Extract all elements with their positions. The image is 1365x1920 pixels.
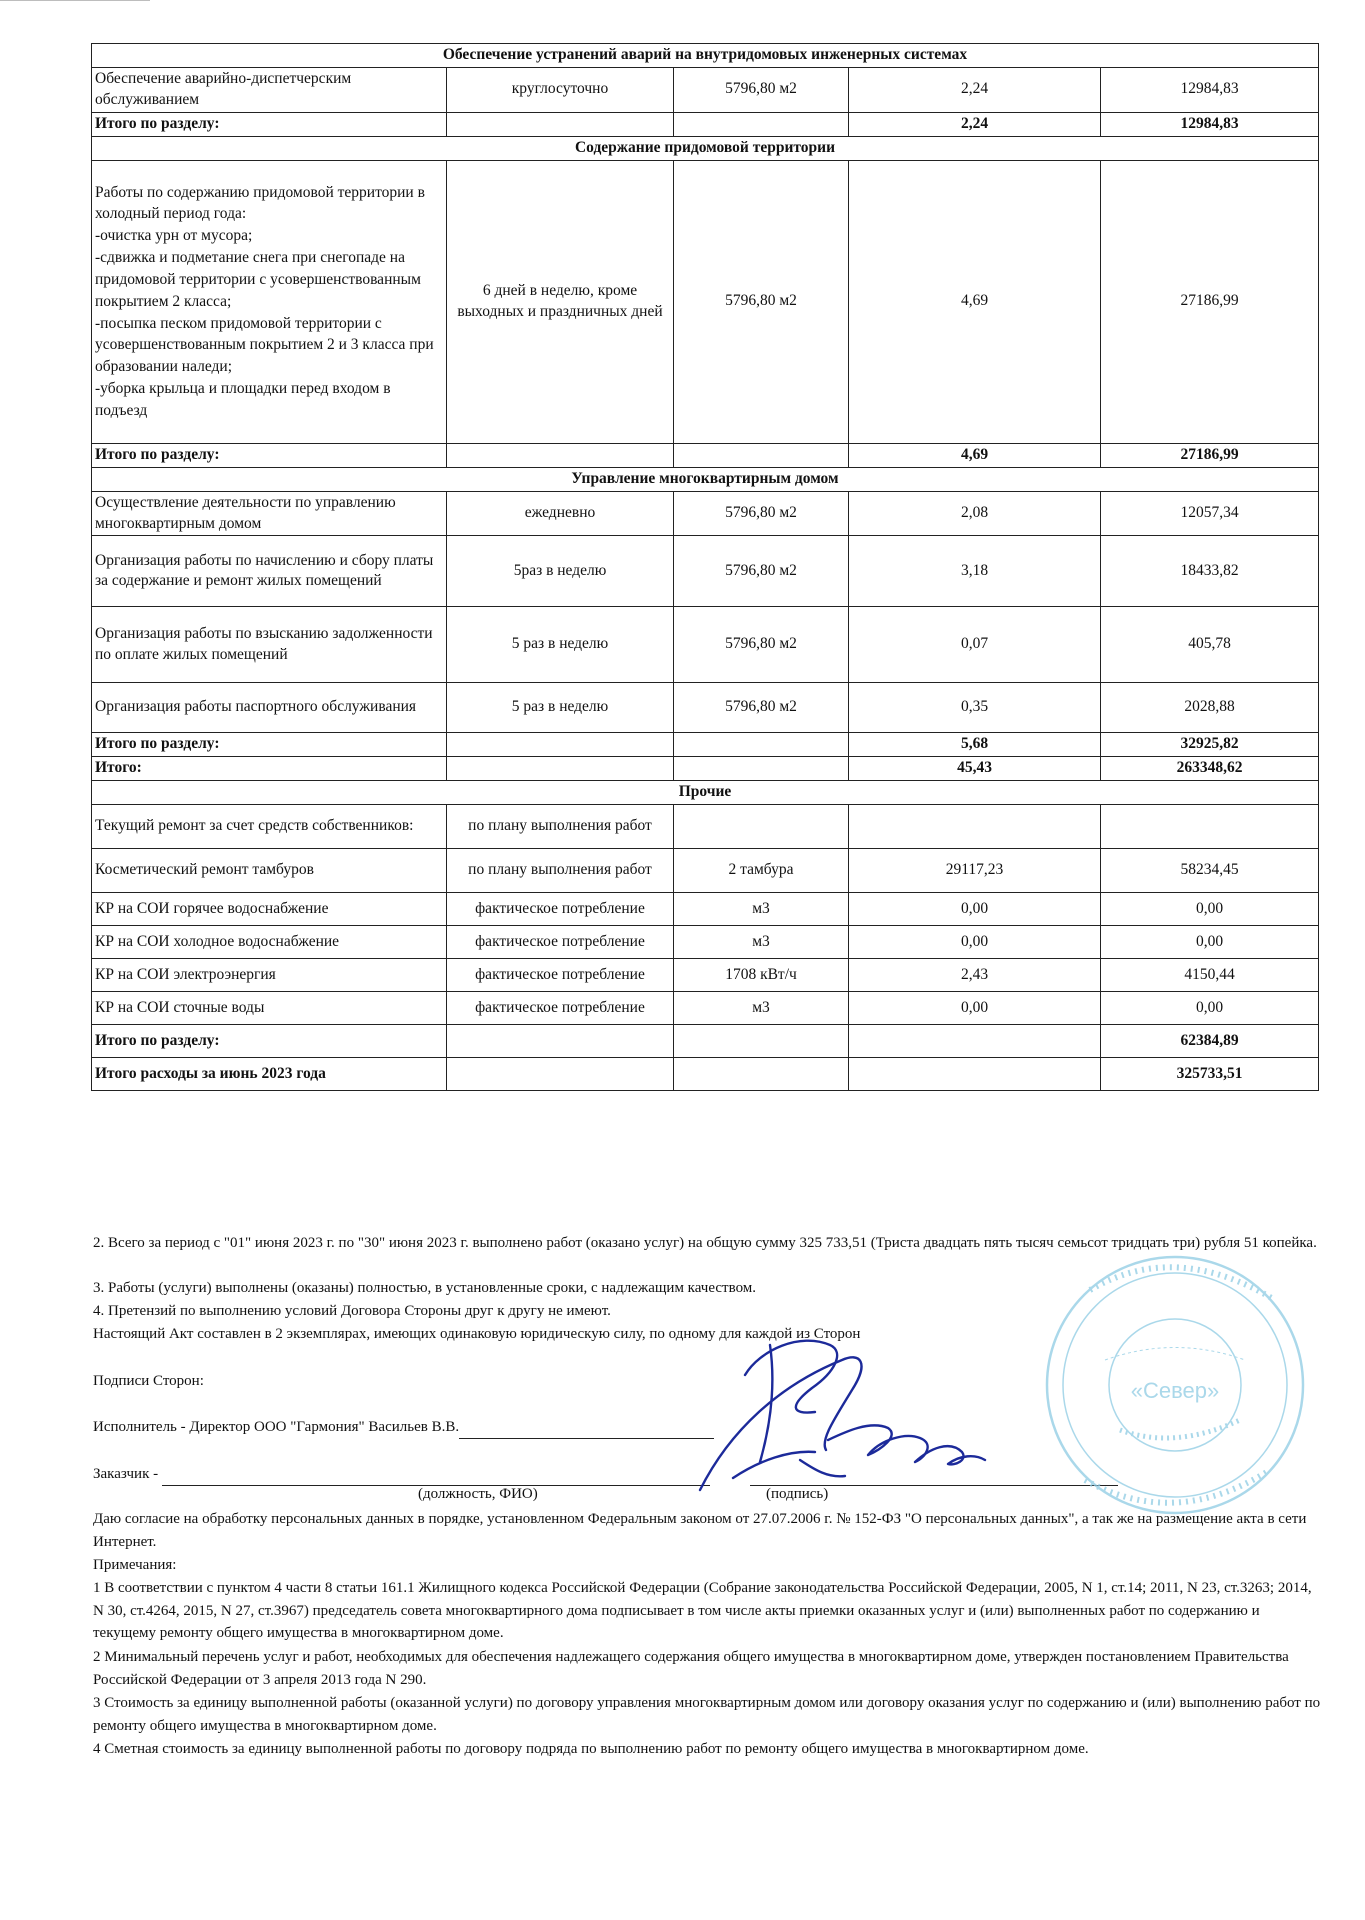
total-rate: 4,69 (849, 443, 1101, 467)
section-total-row (92, 733, 1319, 757)
note-3: 3 Стоимость за единицу выполненной работы (оказанной услуги) по договору управления многоквартирным домом или договору оказания услуг по содержанию и (или) выполнению работ по ремонту общего имущества в многоквартирном доме. (93, 1695, 1321, 1734)
service-frequency: ежедневно (447, 491, 674, 536)
service-rate: 3,18 (849, 536, 1101, 607)
service-frequency: 5 раз в неделю (447, 607, 674, 683)
service-frequency: фактическое потребление (447, 893, 674, 926)
table-row (92, 992, 1319, 1025)
table-row (92, 926, 1319, 959)
total-paragraph: 2. Всего за период с "01" июня 2023 г. по "30" июня 2023 г. выполнено работ (оказано услуг) на общую сумму 325 733,51 (Триста двадцать пять тысяч семьсот тридцать три) рубля 51 копейка. (93, 1235, 1317, 1251)
claims-paragraph: 4. Претензий по выполнению условий Договора Стороны друг к другу не имеют. (93, 1303, 611, 1319)
service-rate: 0,00 (849, 926, 1101, 959)
grand-total-row (92, 757, 1319, 781)
total-label: Итого по разделу: (92, 112, 447, 136)
service-sum: 2028,88 (1101, 683, 1319, 733)
table-row (92, 805, 1319, 849)
service-quantity: 5796,80 м2 (674, 683, 849, 733)
section-title-other: Прочие (92, 781, 1319, 805)
service-rate: 4,69 (849, 160, 1101, 443)
service-frequency: по плану выполнения работ (447, 805, 674, 849)
service-name: КР на СОИ горячее водоснабжение (92, 893, 447, 926)
total-label: Итого по разделу: (92, 733, 447, 757)
table-row (92, 849, 1319, 893)
table-row (92, 683, 1319, 733)
total-label: Итого по разделу: (92, 1025, 447, 1058)
table-row (92, 893, 1319, 926)
top-border-line (0, 0, 150, 1)
service-quantity: 5796,80 м2 (674, 607, 849, 683)
table-row (92, 959, 1319, 992)
table-row (92, 607, 1319, 683)
service-quantity: 1708 кВт/ч (674, 959, 849, 992)
service-name: КР на СОИ холодное водоснабжение (92, 926, 447, 959)
total-sum: 32925,82 (1101, 733, 1319, 757)
service-rate: 29117,23 (849, 849, 1101, 893)
service-sum: 0,00 (1101, 926, 1319, 959)
service-rate: 0,07 (849, 607, 1101, 683)
final-total-row (92, 1058, 1319, 1091)
service-frequency: фактическое потребление (447, 959, 674, 992)
total-rate: 5,68 (849, 733, 1101, 757)
section-header-row (92, 781, 1319, 805)
service-name: Организация работы по начислению и сбору платы за содержание и ремонт жилых помещений (92, 536, 447, 607)
service-name: Организация работы по взысканию задолженности по оплате жилых помещений (92, 607, 447, 683)
total-sum: 62384,89 (1101, 1025, 1319, 1058)
total-label: Итого по разделу: (92, 443, 447, 467)
service-frequency: 5 раз в неделю (447, 683, 674, 733)
service-name: КР на СОИ электроэнергия (92, 959, 447, 992)
total-sum: 12984,83 (1101, 112, 1319, 136)
service-rate: 0,00 (849, 893, 1101, 926)
service-quantity: м3 (674, 926, 849, 959)
service-rate (849, 805, 1101, 849)
signature-caption: (подпись) (766, 1486, 829, 1502)
service-sum: 12057,34 (1101, 491, 1319, 536)
executor-label: Исполнитель - Директор ООО "Гармония" Васильев В.В. (93, 1419, 460, 1435)
service-sum: 0,00 (1101, 893, 1319, 926)
service-sum: 12984,83 (1101, 67, 1319, 112)
service-name: Организация работы паспортного обслуживания (92, 683, 447, 733)
service-sum: 58234,45 (1101, 849, 1319, 893)
section-header-row (92, 136, 1319, 160)
grand-total-sum: 263348,62 (1101, 757, 1319, 781)
service-name: Косметический ремонт тамбуров (92, 849, 447, 893)
table-row (92, 67, 1319, 112)
section-header-row (92, 467, 1319, 491)
service-rate: 2,43 (849, 959, 1101, 992)
service-rate: 2,24 (849, 67, 1101, 112)
total-sum: 27186,99 (1101, 443, 1319, 467)
table-row (92, 491, 1319, 536)
services-table (91, 43, 1319, 1091)
notes-heading: Примечания: (93, 1557, 177, 1573)
service-quantity: 5796,80 м2 (674, 67, 849, 112)
service-rate: 2,08 (849, 491, 1101, 536)
grand-total-rate: 45,43 (849, 757, 1101, 781)
customer-label: Заказчик - (93, 1466, 159, 1482)
service-name: Работы по содержанию придомовой территории в холодный период года: -очистка урн от мусора; -сдвижка и подметание снега при снегопаде на придомовой территории с усовершенствованным покрытием 2 класса; -посыпка песком придомовой территории с усовершенствованным покрытием 2 и 3 класса при образовании наледи; -уборка крыльца и площадки перед входом в подъезд (92, 160, 447, 443)
service-frequency: круглосуточно (447, 67, 674, 112)
signatures-heading: Подписи Сторон: (93, 1373, 204, 1389)
service-frequency: фактическое потребление (447, 992, 674, 1025)
note-2: 2 Минимальный перечень услуг и работ, необходимых для обеспечения надлежащего содержания общего имущества в многоквартирном доме, утвержден постановлением Правительства Российской Федерации от 3 апреля 2013 года N 290. (93, 1649, 1289, 1688)
service-sum: 4150,44 (1101, 959, 1319, 992)
grand-total-label: Итого: (92, 757, 447, 781)
service-frequency: по плану выполнения работ (447, 849, 674, 893)
table-row (92, 536, 1319, 607)
service-name: КР на СОИ сточные воды (92, 992, 447, 1025)
stamp-center-text: «Север» (1130, 1378, 1220, 1403)
section-title-management: Управление многоквартирным домом (92, 467, 1319, 491)
service-rate: 0,00 (849, 992, 1101, 1025)
section-total-row (92, 1025, 1319, 1058)
note-1: 1 В соответствии с пунктом 4 части 8 статьи 161.1 Жилищного кодекса Российской Федерации (Собрание законодательства Российской Федерации, 2005, N 1, ст.14; 2011, N 23, ст.3263; 2014, N 30, ст.4264, 2015, N 27, ст.3967) председатель совета многоквартирного дома подписывает в том числе акты приемки оказанных услуг и (или) выполненных работ по содержанию и текущему ремонту общего имущества в многоквартирном доме. (93, 1580, 1312, 1641)
service-quantity: 2 тамбура (674, 849, 849, 893)
service-quantity: м3 (674, 893, 849, 926)
section-total-row (92, 112, 1319, 136)
section-total-row (92, 443, 1319, 467)
service-sum: 405,78 (1101, 607, 1319, 683)
service-frequency: 5раз в неделю (447, 536, 674, 607)
final-total-label: Итого расходы за июнь 2023 года (92, 1058, 447, 1091)
service-sum: 0,00 (1101, 992, 1319, 1025)
total-rate: 2,24 (849, 112, 1101, 136)
customer-line (93, 1463, 1323, 1486)
service-sum: 18433,82 (1101, 536, 1319, 607)
service-quantity: 5796,80 м2 (674, 536, 849, 607)
consent-paragraph: Даю согласие на обработку персональных данных в порядке, установленном Федеральным законом от 27.07.2006 г. № 152-ФЗ "О персональных данных", а так же на размещение акта в сети Интернет. (93, 1511, 1307, 1550)
service-quantity: 5796,80 м2 (674, 160, 849, 443)
service-name: Осуществление деятельности по управлению многоквартирным домом (92, 491, 447, 536)
service-frequency: 6 дней в неделю, кроме выходных и праздничных дней (447, 160, 674, 443)
section-title-territory: Содержание придомовой территории (92, 136, 1319, 160)
final-total-sum: 325733,51 (1101, 1058, 1319, 1091)
service-sum (1101, 805, 1319, 849)
service-name: Текущий ремонт за счет средств собственников: (92, 805, 447, 849)
executor-line (93, 1416, 1323, 1439)
customer-signature-line (750, 1469, 1118, 1486)
quality-paragraph: 3. Работы (услуги) выполнены (оказаны) полностью, в установленные сроки, с надлежащим качеством. (93, 1280, 757, 1296)
position-caption: (должность, ФИО) (418, 1486, 538, 1502)
section-title-avarii: Обеспечение устранений аварий на внутридомовых инженерных системах (92, 44, 1319, 68)
copies-paragraph: Настоящий Акт составлен в 2 экземплярах, имеющих одинаковую юридическую силу, по одному для каждой из Сторон (93, 1326, 861, 1342)
section-header-row (92, 44, 1319, 68)
service-frequency: фактическое потребление (447, 926, 674, 959)
executor-signature-line (459, 1422, 714, 1439)
service-name: Обеспечение аварийно-диспетчерским обслуживанием (92, 67, 447, 112)
service-rate: 0,35 (849, 683, 1101, 733)
service-sum: 27186,99 (1101, 160, 1319, 443)
service-quantity: 5796,80 м2 (674, 491, 849, 536)
note-4: 4 Сметная стоимость за единицу выполненной работы по договору подряда по выполнению работ по ремонту общего имущества в многоквартирном доме. (93, 1741, 1089, 1757)
service-quantity (674, 805, 849, 849)
customer-position-line (162, 1469, 710, 1486)
table-row (92, 160, 1319, 443)
service-quantity: м3 (674, 992, 849, 1025)
